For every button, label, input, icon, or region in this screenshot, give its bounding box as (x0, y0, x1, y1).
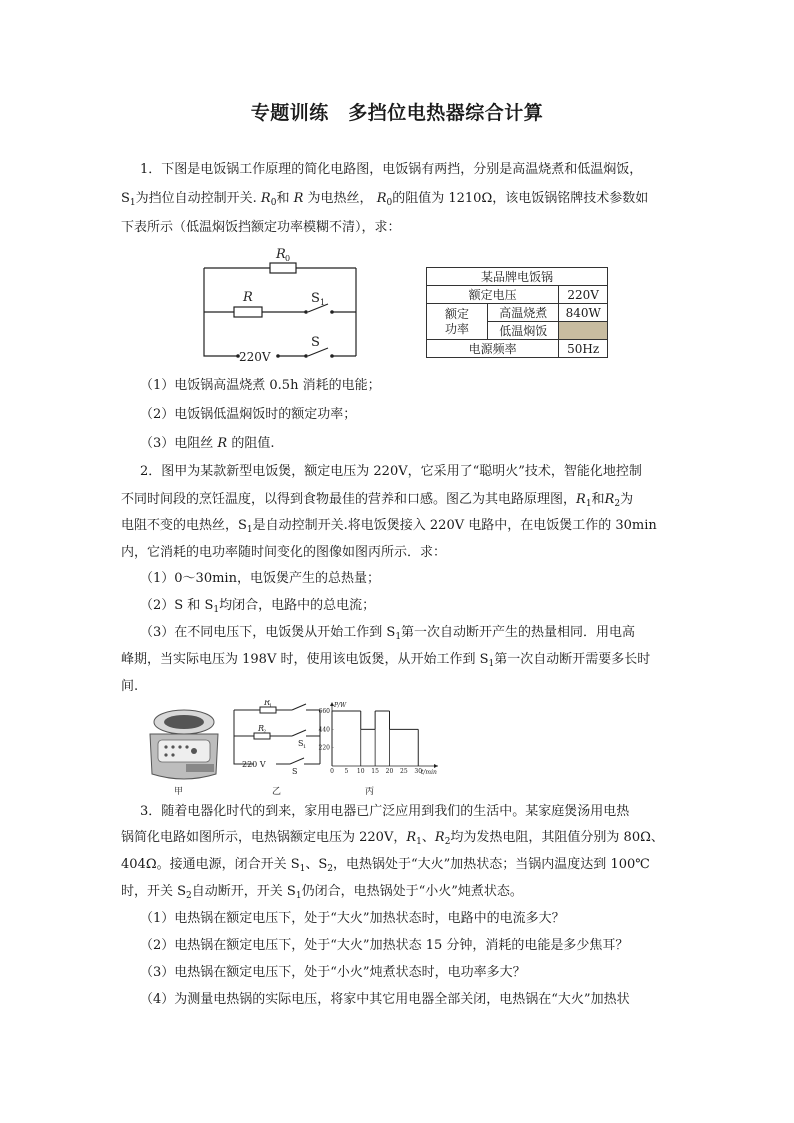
voltage-label: 220V (239, 350, 271, 364)
q1-line-2: $S_1$为挡位自动控制开关. $R_0$和 R 为电热丝， $R_0$的阻值为 1210Ω，该电饭锅铭牌技术参数如 (121, 191, 649, 208)
x-axis-label: t/min (421, 769, 437, 776)
q3-line-4: 时，开关 $S_2$自动断开，开关 $S_1$仍闭合，电热锅处于“小火”炖煮状态。 (121, 884, 523, 901)
spec-power-label: 额定 功率 (427, 304, 488, 340)
spec-freq-value: 50Hz (559, 340, 608, 358)
q2-figure (142, 700, 442, 796)
s1-sub-2: 1 (303, 744, 307, 750)
q3-sub-4: （4）为测量电热锅的实际电压，将家中其它用电器全部关闭，电热锅在“大火”加热状 (140, 992, 630, 1007)
x-tick-label: 0 (330, 768, 334, 775)
s1-label: S (311, 291, 320, 306)
q3-sub-3: （3）电热锅在额定电压下，处于“小火”炖煮状态时，电功率多大？ (140, 965, 526, 980)
spec-voltage-label: 额定电压 (427, 286, 559, 304)
q2-sub-3: （3）在不同电压下，电饭煲从开始工作到 $S_1$第一次自动断开产生的热量相同．用电高 (140, 625, 636, 642)
spec-voltage-value: 220V (559, 286, 608, 304)
s-label: S (311, 335, 320, 350)
q3-line-3: 404Ω。接通电源，闭合开关 $S_1$、$S_2$，电热锅处于“大火”加热状态；当锅内温度达到 100℃ (121, 857, 650, 874)
spec-high-label: 高温烧煮 (488, 304, 559, 322)
y-tick-label: 660 (318, 708, 330, 715)
spec-low-value-blurred (559, 322, 608, 340)
r2-sub: 2 (263, 729, 267, 735)
x-tick-label: 10 (356, 768, 365, 775)
q2-sub-2: （2）S 和 $S_1$均闭合，电路中的总电流； (140, 598, 376, 615)
q3-line-2: 锅简化电路如图所示，电热锅额定电压为 220V，$R_1$、$R_2$均为发热电阻，其阻值分别为 80Ω、 (121, 830, 664, 847)
q2-line-2: 不同时间段的烹饪温度，以得到食物最佳的营养和口感。图乙为其电路原理图，$R_1$和$R_2$为 (121, 492, 634, 509)
s1-label-2: S (298, 739, 304, 748)
y-axis-label: P/W (334, 702, 347, 709)
q1-sub-3: （3）电阻丝 R 的阻值. (140, 436, 275, 451)
q2-line-3: 电阻不变的电热丝，$S_1$是自动控制开关.将电饭煲接入 220V 电路中，在电饭煲工作的 30min (121, 518, 657, 535)
r1-label: R (264, 700, 271, 707)
spec-low-label: 低温焖饭 (488, 322, 559, 340)
q2-line-4: 内，它消耗的电功率随时间变化的图像如图丙所示．求： (121, 545, 447, 560)
spec-freq-label: 电源频率 (427, 340, 559, 358)
r1-sub: 1 (269, 703, 273, 709)
x-tick-label: 25 (400, 768, 408, 775)
r-label: R (243, 290, 253, 305)
q3-line-1: 3．随着电器化时代的到来，家用电器已广泛应用到我们的生活中。某家庭煲汤用电热 (140, 804, 630, 819)
spec-high-value: 840W (559, 304, 608, 322)
x-axis-arrow (434, 764, 438, 768)
y-tick-label: 220 (318, 744, 330, 752)
y-tick-label: 440 (318, 726, 330, 734)
spec-table (426, 267, 608, 358)
x-tick-label: 20 (385, 768, 394, 775)
q1-circuit-diagram (198, 244, 368, 370)
caption-bing: 丙 (365, 787, 375, 796)
spec-header: 某品牌电饭锅 (427, 268, 608, 286)
power-time-chart (319, 702, 438, 775)
r0-sub: 0 (285, 254, 291, 263)
q2-sub-3-line-3: 间. (121, 679, 139, 694)
x-tick-label: 5 (344, 768, 349, 775)
q3-sub-2: （2）电热锅在额定电压下，处于“大火”加热状态 15 分钟，消耗的电能是多少焦耳？ (140, 938, 629, 953)
r2-label: R (258, 724, 265, 733)
s-label-2: S (292, 767, 298, 776)
x-tick-label: 15 (371, 768, 379, 775)
rice-cooker-image (150, 710, 218, 779)
q2-sub-3-line-2: 峰期，当实际电压为 198V 时，使用该电饭煲，从开始工作到 $S_1$第一次自动断开需要多长时 (121, 652, 651, 669)
r0-label: R (276, 247, 286, 262)
q1-line-1: 1．下图是电饭锅工作原理的简化电路图，电饭锅有两挡，分别是高温烧煮和低温焖饭， (140, 162, 643, 177)
q2-line-1: 2．图甲为某款新型电饭煲，额定电压为 220V，它采用了“聪明火”技术，智能化地控制 (140, 464, 642, 479)
q1-sub-1: （1）电饭锅高温烧煮 0.5h 消耗的电能； (140, 378, 381, 393)
x-tick-label: 30 (414, 768, 423, 775)
s1-sub: 1 (320, 298, 326, 307)
page-title: 专题训练 多挡位电热器综合计算 (250, 102, 544, 124)
q2-sub-1: （1）0～30min，电饭煲产生的总热量； (140, 571, 380, 586)
q3-sub-1: （1）电热锅在额定电压下，处于“大火”加热状态时，电路中的电流多大？ (140, 911, 565, 926)
q1-sub-2: （2）电饭锅低温焖饭时的额定功率； (140, 407, 357, 422)
voltage-label-2: 220 V (242, 760, 266, 769)
caption-yi: 乙 (272, 787, 282, 796)
caption-jia: 甲 (174, 787, 184, 796)
q1-line-3: 下表所示（低温焖饭挡额定功率模糊不清），求： (121, 220, 401, 235)
